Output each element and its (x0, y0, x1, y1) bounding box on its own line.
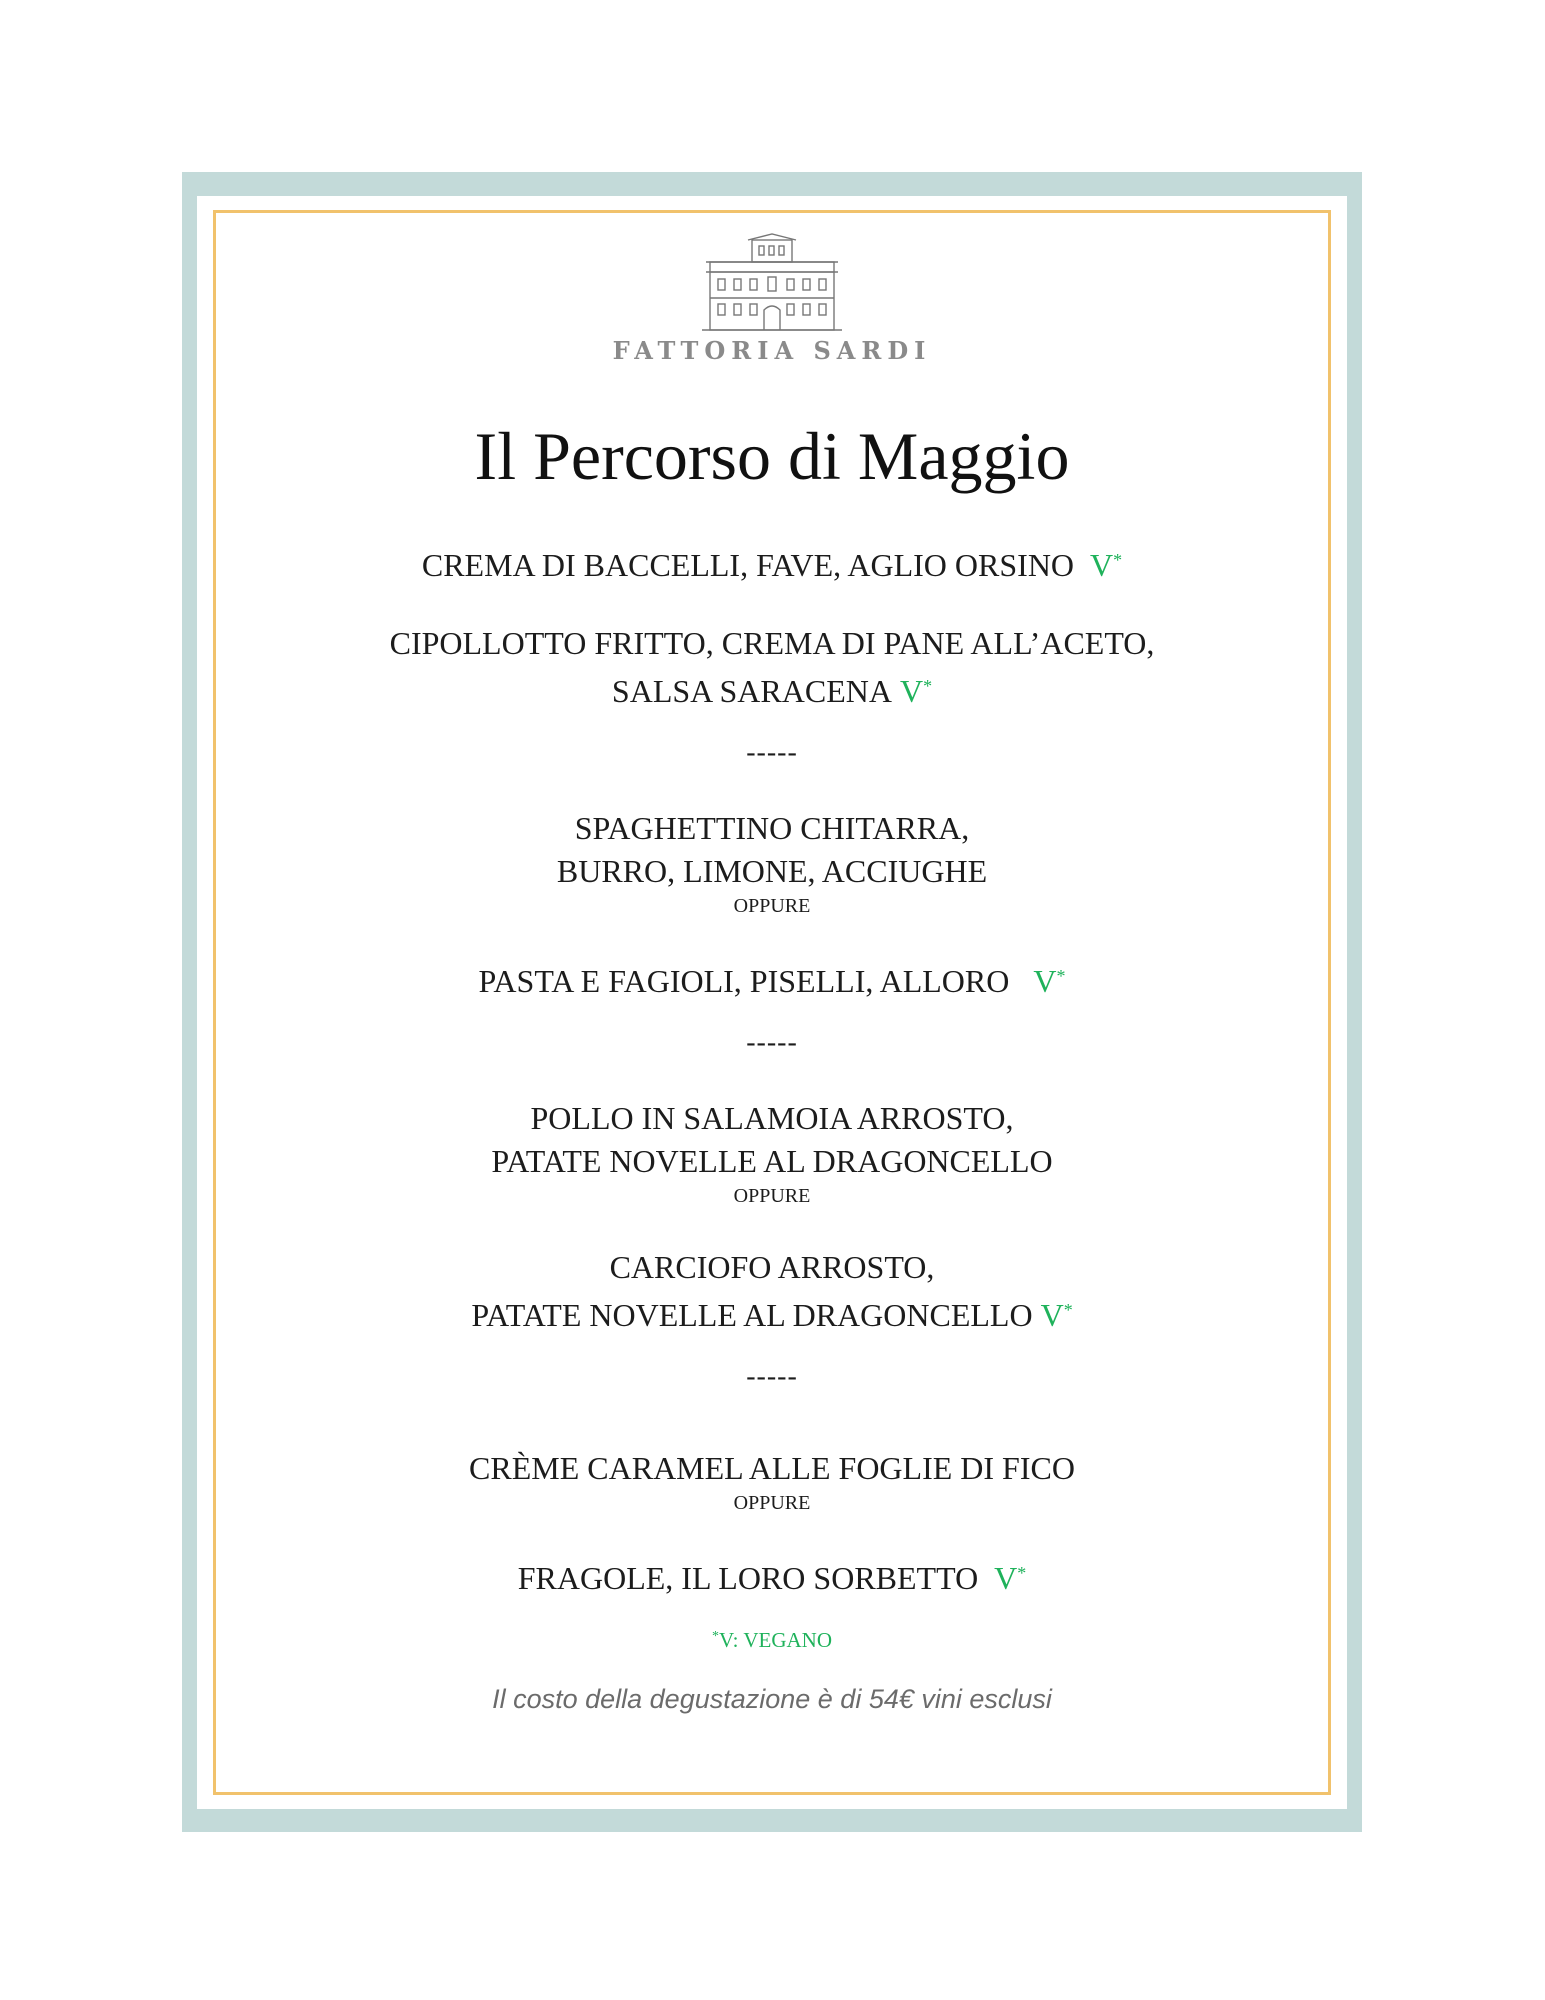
menu-item-text: FRAGOLE, IL LORO SORBETTO (517, 1560, 979, 1596)
vegan-mark: V* (1090, 547, 1123, 583)
menu-item-text: CREMA DI BACCELLI, FAVE, AGLIO ORSINO (421, 547, 1075, 583)
outer-frame (182, 172, 1362, 1832)
vegan-legend: *V: VEGANO (712, 1628, 832, 1652)
oppure-label: OPPURE (733, 895, 811, 917)
menu-item (197, 1551, 1347, 1600)
menu-item-line: POLLO IN SALAMOIA ARROSTO, (530, 1100, 1014, 1136)
fattoria-sardi-logo (607, 232, 937, 382)
course-separator: ----- (746, 1361, 798, 1392)
vegan-mark: V* (994, 1560, 1027, 1596)
page-title: Il Percorso di Maggio (474, 418, 1070, 494)
vegan-mark: V* (1040, 1297, 1073, 1333)
menu-item (197, 538, 1347, 587)
course-separator: ----- (746, 1027, 798, 1058)
course-separator: ----- (746, 737, 798, 768)
menu-content (197, 196, 1347, 1809)
price-note: Il costo della degustazione è di 54€ vini esclusi (492, 1684, 1052, 1714)
menu-item-line: SALSA SARACENA V* (611, 673, 933, 709)
menu-item-line: CIPOLLOTTO FRITTO, CREMA DI PANE ALL’ACETO, (389, 625, 1155, 661)
menu-item-line: SPAGHETTINO CHITARRA, (574, 810, 970, 846)
menu-item-line: CRÈME CARAMEL ALLE FOGLIE DI FICO (469, 1450, 1075, 1486)
vegan-mark: V* (899, 673, 933, 709)
menu-item-line: BURRO, LIMONE, ACCIUGHE (556, 853, 988, 889)
menu-item-line: PATATE NOVELLE AL DRAGONCELLO V* (471, 1297, 1073, 1333)
menu-item (197, 954, 1347, 1003)
villa-icon (702, 232, 842, 332)
menu-item-line: PATATE NOVELLE AL DRAGONCELLO (491, 1143, 1053, 1179)
vegan-mark: V* (1033, 963, 1066, 999)
menu-item-line: CARCIOFO ARROSTO, (609, 1249, 935, 1285)
menu-panel (197, 196, 1347, 1809)
oppure-label: OPPURE (733, 1185, 811, 1207)
oppure-label: OPPURE (733, 1492, 811, 1514)
logo-wordmark: FATTORIA SARDI (612, 336, 932, 365)
menu-item-text: PASTA E FAGIOLI, PISELLI, ALLORO (478, 963, 1010, 999)
